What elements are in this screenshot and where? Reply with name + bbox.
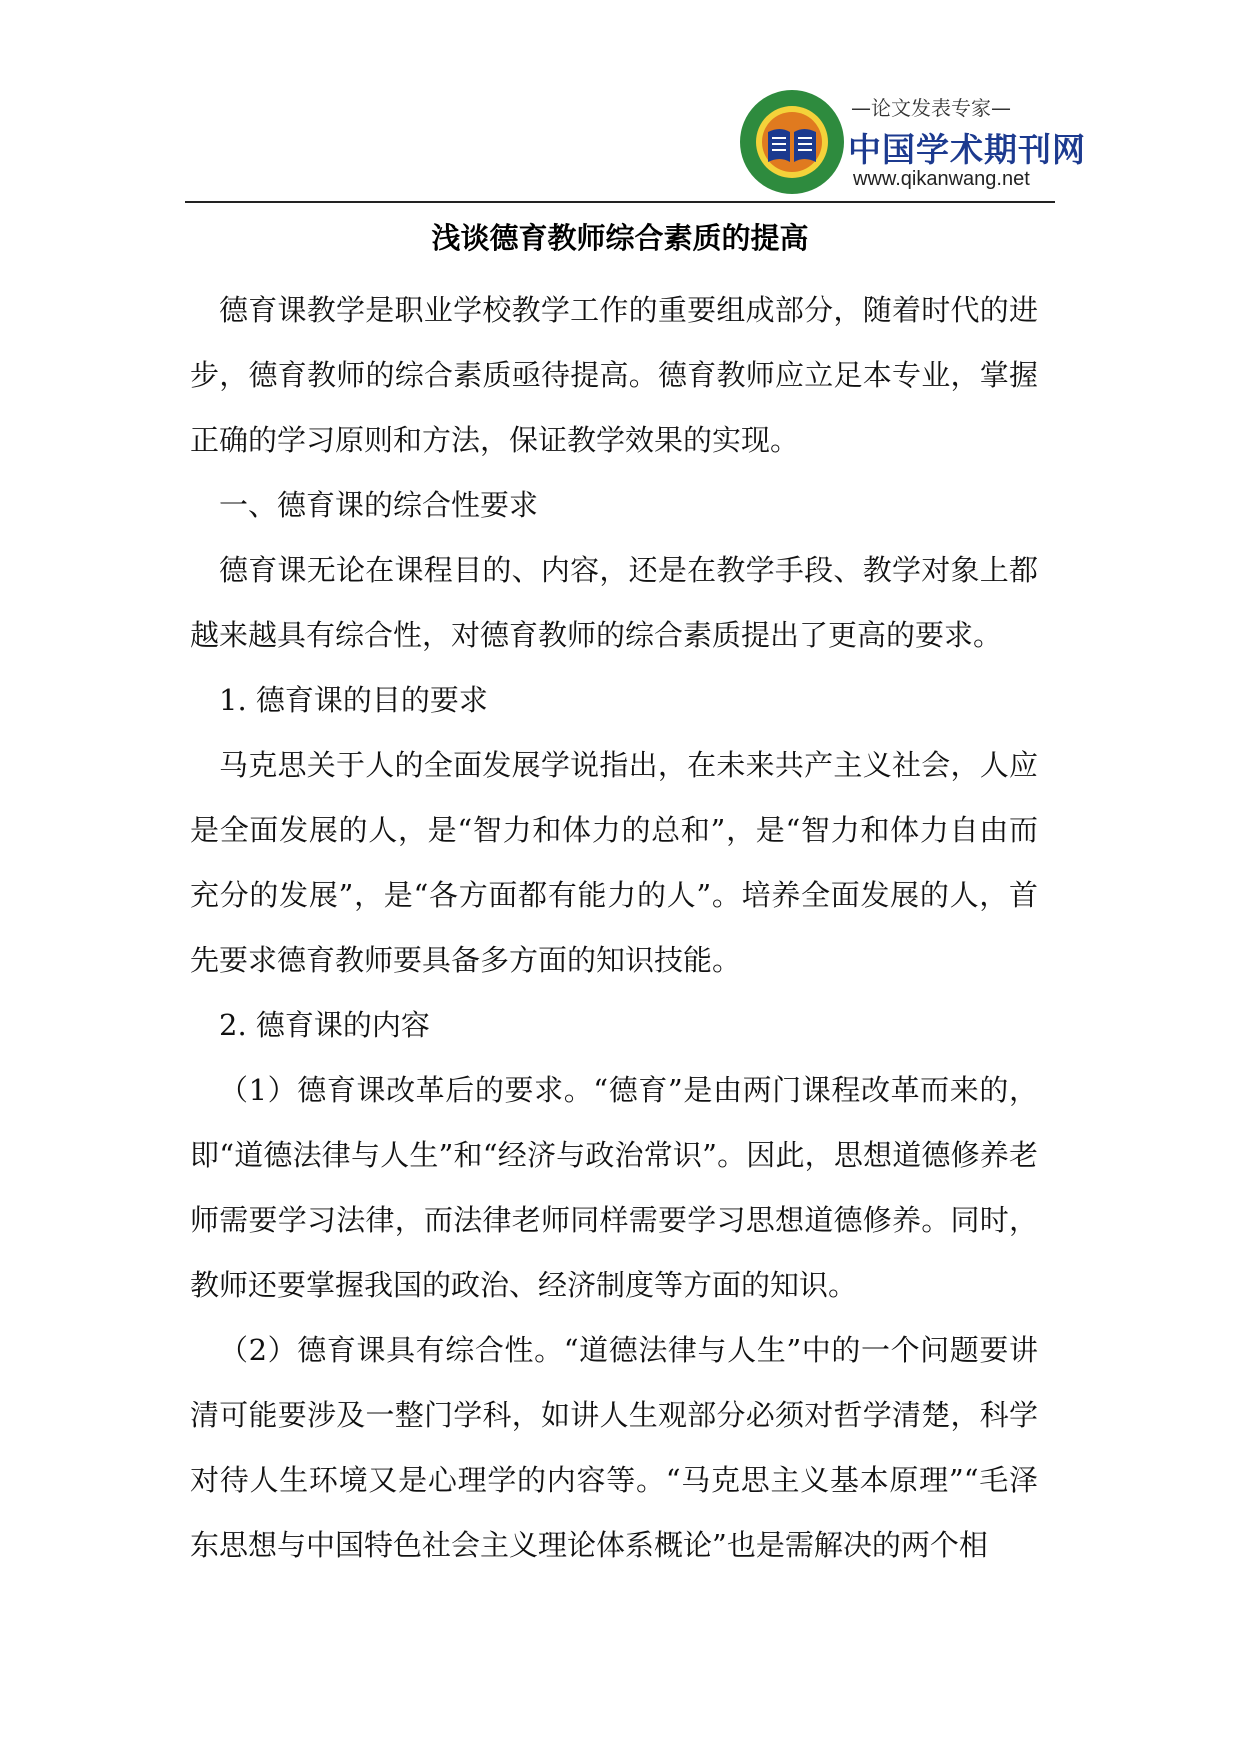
paragraph: 德育课教学是职业学校教学工作的重要组成部分，随着时代的进步，德育教师的综合素质亟待提高。德育教师应立足本专业，掌握正确的学习原则和方法，保证教学效果的实现。 [190,293,1038,457]
header-rule [185,201,1055,203]
site-logo [738,88,1086,196]
logo-tagline: —论文发表专家— [851,96,1011,120]
logo-url: www.qikanwang.net [853,168,1030,190]
document-title: 浅谈德育教师综合素质的提高 [431,221,809,255]
paragraph: 马克思关于人的全面发展学说指出，在未来共产主义社会，人应是全面发展的人，是“智力和体力的总和”，是“智力和体力自由而充分的发展”，是“各方面都有能力的人”。培养全面发展的人，首先要求德育教师要具备多方面的知识技能。 [190,748,1038,977]
subsection-heading: 2. 德育课的内容 [219,1008,430,1042]
logo-name: 中国学术期刊网 [848,130,1086,169]
subsection-heading: 1. 德育课的目的要求 [219,683,488,717]
paragraph: 德育课无论在课程目的、内容，还是在教学手段、教学对象上都越来越具有综合性，对德育教师的综合素质提出了更高的要求。 [190,553,1038,652]
section-heading: 一、德育课的综合性要求 [219,488,539,522]
paragraph: （2）德育课具有综合性。“道德法律与人生”中的一个问题要讲清可能要涉及一整门学科，如讲人生观部分必须对哲学清楚，科学对待人生环境又是心理学的内容等。“马克思主义基本原理”“毛泽东思想与中国特色社会主义理论体系概论”也是需解决的两个相 [190,1333,1038,1562]
document-body [190,278,1038,1578]
paragraph: （1）德育课改革后的要求。“德育”是由两门课程改革而来的，即“道德法律与人生”和“经济与政治常识”。因此，思想道德修养老师需要学习法律，而法律老师同样需要学习思想道德修养。同时，教师还要掌握我国的政治、经济制度等方面的知识。 [190,1073,1038,1302]
logo-emblem-icon [738,88,846,196]
